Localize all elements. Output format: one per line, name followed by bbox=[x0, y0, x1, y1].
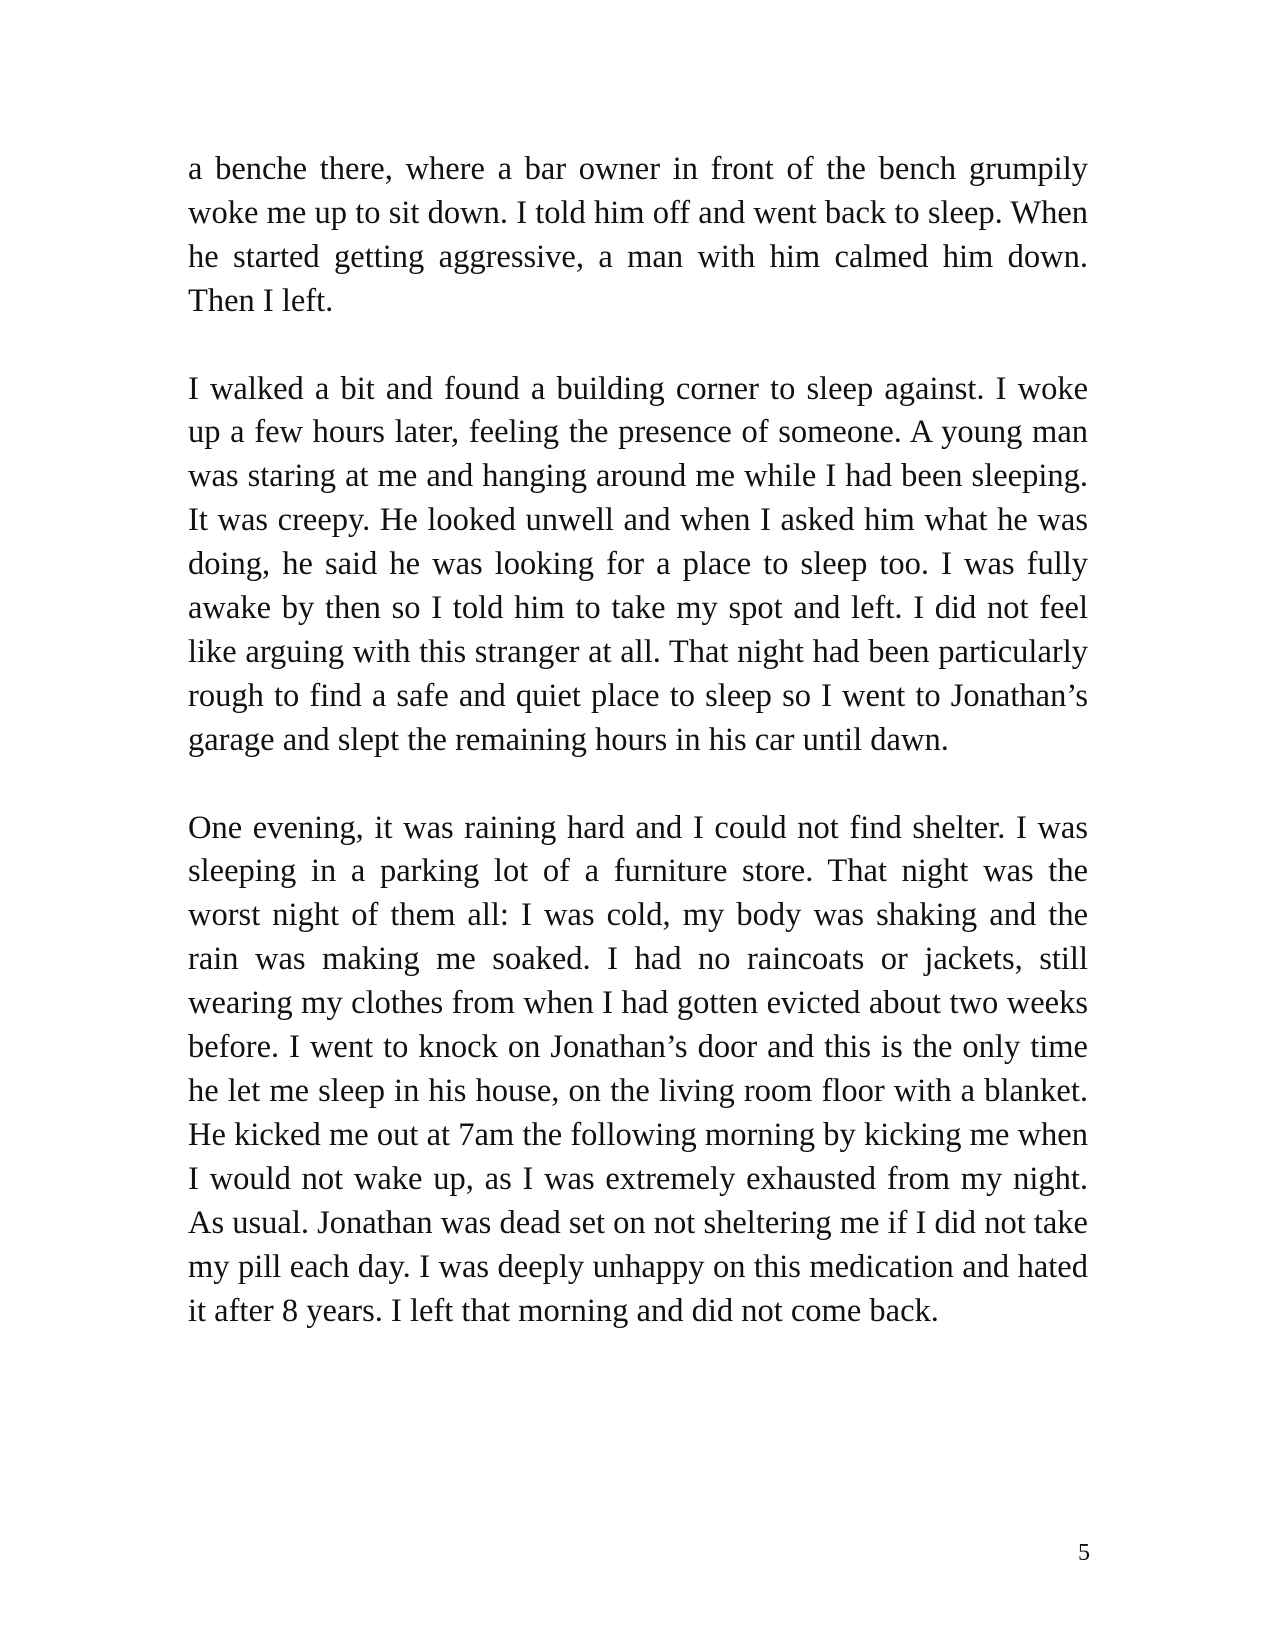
body-text bbox=[188, 148, 1088, 1333]
paragraph-3: One evening, it was raining hard and I could not find shelter. I was sleeping in a parking lot of a furniture store. That night was the worst night of them all: I was cold, my body was shaking and the rain was making me soaked. I had no raincoats or jackets, still wearing my clothes from when I had gotten evicted about two weeks before. I went to knock on Jonathan’s door and this is the only time he let me sleep in his house, on the living room floor with a blanket. He kicked me out at 7am the following morning by kicking me when I would not wake up, as I was extremely exhausted from my night. As usual. Jonathan was dead set on not sheltering me if I did not take my pill each day. I was deeply unhappy on this medication and hated it after 8 years. I left that morning and did not come back. bbox=[188, 809, 1088, 1329]
page-number: 5 bbox=[1078, 1540, 1090, 1566]
paragraph-2: I walked a bit and found a building corner to sleep against. I woke up a few hours later, feeling the presence of someone. A young man was staring at me and hanging around me while I had been sleeping. It was creepy. He looked unwell and when I asked him what he was doing, he said he was looking for a place to sleep too. I was fully awake by then so I told him to take my spot and left. I did not feel like arguing with this stranger at all. That night had been particularly rough to find a safe and quiet place to sleep so I went to Jonathan’s garage and slept the remaining hours in his car until dawn. bbox=[188, 370, 1088, 758]
paragraph-1: a benche there, where a bar owner in front of the bench grumpily woke me up to sit down. I told him off and went back to sleep. When he started getting aggressive, a man with him calmed him down. Then I left. bbox=[188, 151, 1088, 319]
